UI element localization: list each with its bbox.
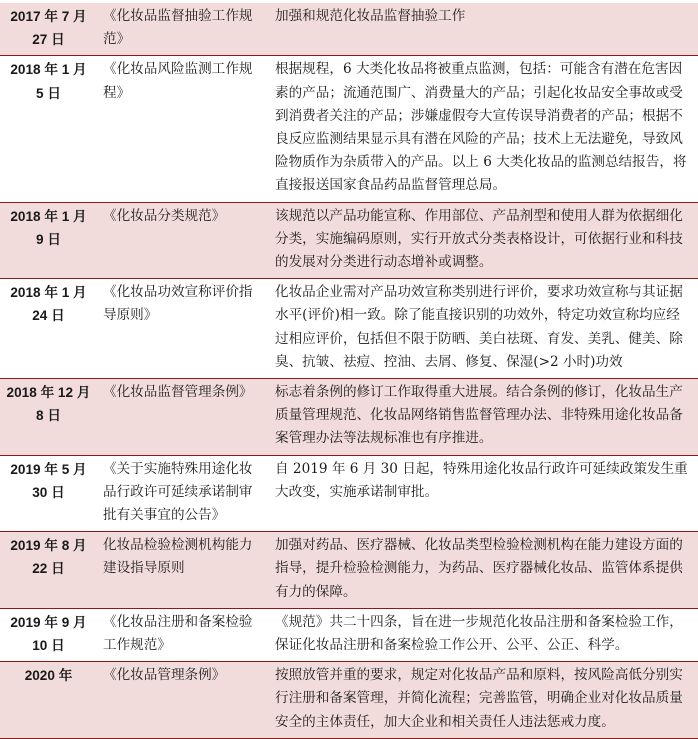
- policy-date: 2018 年 12 月 8 日: [6, 385, 91, 424]
- policy-date: 2019 年 8 月 22 日: [10, 538, 87, 577]
- policy-name: 《化妆品监督抽验工作规范》: [103, 8, 253, 48]
- policy-date: 2019 年 9 月 10 日: [10, 614, 87, 654]
- policy-description: 加强和规范化妆品监督抽验工作: [275, 8, 466, 24]
- policy-desc-cell: [269, 202, 698, 279]
- policy-table-body: [0, 3, 698, 738]
- table-row: [0, 56, 698, 202]
- policy-date: 2017 年 7 月 27 日: [10, 9, 87, 48]
- table-row: [0, 662, 698, 739]
- policy-description: 《规范》共二十四条，旨在进一步规范化妆品注册和备案检验工作，保证化妆品注册和备案检验工作公开、公平、公正、科学。: [275, 613, 683, 654]
- policy-name: 《化妆品功效宣称评价指导原则》: [103, 284, 253, 324]
- policy-description: 根据规程，6 大类化妆品将被重点监测，包括：可能含有潜在危害因素的产品；流通范围广、消费量大的产品；引起化妆品安全事故或受到消费者关注的产品；涉嫌虚假夸大宣传误导消费者的产品；根据不良反应监测结果显示具有潜在风险的产品；技术上无法避免，导致风险物质作为杂质带入的产品。以上 6 大类化妆品的监测总结报告，将直接报送国家食品药品监督管理总局。: [275, 61, 687, 194]
- policy-name-cell: [97, 532, 269, 609]
- policy-date-cell: [0, 662, 97, 739]
- table-row: [0, 455, 698, 532]
- policy-date: 2020 年: [24, 668, 73, 684]
- policy-name-cell: [97, 455, 269, 532]
- policy-name: 《化妆品风险监测工作规程》: [103, 61, 253, 101]
- policy-date: 2018 年 1 月 5 日: [10, 62, 87, 101]
- policy-description: 该规范以产品功能宣称、作用部位、产品剂型和使用人群为依据细化分类，实施编码原则，实行开放式分类表格设计，可依据行业和科技的发展对分类进行动态增补或调整。: [275, 207, 683, 271]
- policy-name-cell: [97, 202, 269, 279]
- policy-name: 化妆品检验检测机构能力建设指导原则: [103, 537, 253, 577]
- policy-name-cell: [97, 56, 269, 202]
- policy-date-cell: [0, 279, 97, 379]
- policy-date-cell: [0, 379, 97, 456]
- policy-date: 2018 年 1 月 24 日: [10, 285, 87, 324]
- policy-date-cell: [0, 455, 97, 532]
- table-row: [0, 608, 698, 661]
- policy-name-cell: [97, 608, 269, 661]
- table-row: [0, 202, 698, 279]
- policy-description: 自 2019 年 6 月 30 日起，特殊用途化妆品行政许可延续政策发生重大改变，实施承诺制审批。: [275, 460, 688, 500]
- policy-desc-cell: [269, 455, 698, 532]
- policy-desc-cell: [269, 532, 698, 609]
- policy-date: 2019 年 5 月 30 日: [10, 461, 87, 500]
- policy-name-cell: [97, 662, 269, 739]
- policy-name: 《化妆品分类规范》: [103, 207, 226, 224]
- policy-name-cell: [97, 379, 269, 456]
- policy-timeline-table: [0, 3, 698, 739]
- table-row: [0, 3, 698, 56]
- table-row: [0, 279, 698, 379]
- policy-date-cell: [0, 56, 97, 202]
- policy-date-cell: [0, 3, 97, 56]
- policy-date-cell: [0, 608, 97, 661]
- policy-desc-cell: [269, 56, 698, 202]
- policy-desc-cell: [269, 662, 698, 739]
- policy-description: 按照放管并重的要求，规定对化妆品产品和原料，按风险高低分别实行注册和备案管理，并简化流程；完善监管，明确企业对化妆品质量安全的主体责任，加大企业和相关责任人违法惩戒力度。: [275, 667, 683, 730]
- policy-description: 加强对药品、医疗器械、化妆品类型检验检测机构在能力建设方面的指导，提升检验检测能力，为药品、医疗器械化妆品、监管体系提供有力的保障。: [275, 537, 683, 600]
- policy-desc-cell: [269, 279, 698, 379]
- policy-description: 化妆品企业需对产品功效宣称类别进行评价，要求功效宣称与其证据水平(评价)相一致。除了能直接识别的功效外，特定功效宣称均应经过相应评价，包括但不限于防晒、美白祛斑、育发、美乳、健美、除臭、抗皱、祛痘、控油、去屑、修复、保湿(>2 小时)功效: [275, 284, 683, 370]
- policy-desc-cell: [269, 3, 698, 56]
- policy-date-cell: [0, 202, 97, 279]
- policy-name-cell: [97, 279, 269, 379]
- policy-name: 《关于实施特殊用途化妆品行政许可延续承诺制审批有关事宜的公告》: [103, 460, 253, 524]
- policy-desc-cell: [269, 608, 698, 661]
- policy-name-cell: [97, 3, 269, 56]
- table-row: [0, 379, 698, 456]
- policy-name: 《化妆品管理条例》: [103, 667, 226, 684]
- policy-date-cell: [0, 532, 97, 609]
- policy-name: 《化妆品监督管理条例》: [103, 384, 253, 401]
- policy-description: 标志着条例的修订工作取得重大进展。结合条例的修订，化妆品生产质量管理规范、化妆品网络销售监督管理办法、非特殊用途化妆品备案管理办法等法规标准也有序推进。: [275, 384, 683, 447]
- policy-date: 2018 年 1 月 9 日: [10, 208, 87, 247]
- policy-desc-cell: [269, 379, 698, 456]
- policy-name: 《化妆品注册和备案检验工作规范》: [103, 613, 253, 654]
- table-row: [0, 532, 698, 609]
